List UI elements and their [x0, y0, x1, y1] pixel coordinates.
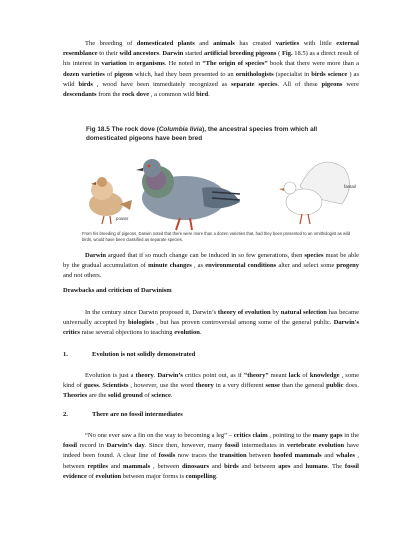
pigeon-illustration	[72, 146, 362, 238]
criticism-paragraph: In the century since Darwin proposed it, Darwin’s theory of evolution by natural selection has became universally accepted by biologists , but has proven controversial among some of the general public. Darwin's critics raise several objections to teaching evolution.	[63, 309, 359, 337]
point-2-number: 2.	[63, 411, 68, 418]
rock-dove-icon	[136, 159, 240, 230]
pouter-label: pouter	[116, 216, 129, 221]
fantail-pigeon-icon	[279, 162, 350, 224]
point-1-number: 1.	[63, 351, 68, 358]
point-1-title: Evolution is not solidly demonstrated	[92, 351, 196, 358]
darwin-argument-paragraph: Darwin argued that if so much change can be induced in so few generations, then species must be able by the gradual accumulation of minute changes , as environmental conditions alter and select some progeny and not others.	[63, 252, 360, 280]
figure-caption: Fig 18.5 The rock dove (Columbia livia), the ancestral species from which all domesticated pigeons have been bred	[86, 126, 318, 142]
section-heading: Drawbacks and criticism of Darwinism	[63, 287, 172, 294]
intro-paragraph: The breeding of domesticated plants and animals has created varieties with little external resemblance to their wild ancestors. Darwin started artificial breeding pigeons ( Fig. 18.5) as a direct result of his interest in variation in organisms. He noted in “The origin of species” book that there were more than a dozen varieties of pigeon which, had they been presented to an ornithologists (specialist in birds science ) as wild birds , wood have been immediately recognized as separate species. All of these pigeons were descendants from the rock dove , a common wild bird.	[63, 40, 360, 99]
point-2-paragraph: “No one ever saw a fin on the way to becoming a leg” – critics claim , pointing to the many gaps in the fossil record in Darwin’s day. Since then, however, many fossil intermediates in vertebrate evolution have indeed been found. A clear line of fossils now traces the transition between hoofed mammals and whales , between reptiles and mammals , between dinosaurs and birds and between apes and humans. The fossil evidence of evolution between major forms is compelling.	[63, 432, 360, 480]
figure-note: From his breeding of pigeons, Darwin noted that there were more than a dozen varieties that, had they been presented to an ornithologist as wild birds, would have been classified as separate species.	[82, 231, 351, 242]
point-1-paragraph: Evolution is just a theory. Darwin’s critics point out, as if “theory” meant lack of knowledge , some kind of guess. Scientists , however, use the word theory in a very different sense than the general public does. Theories are the solid ground of science.	[63, 372, 360, 400]
point-2-title: There are no fossil intermediates	[92, 411, 183, 418]
fantail-label: fantail	[344, 184, 356, 189]
